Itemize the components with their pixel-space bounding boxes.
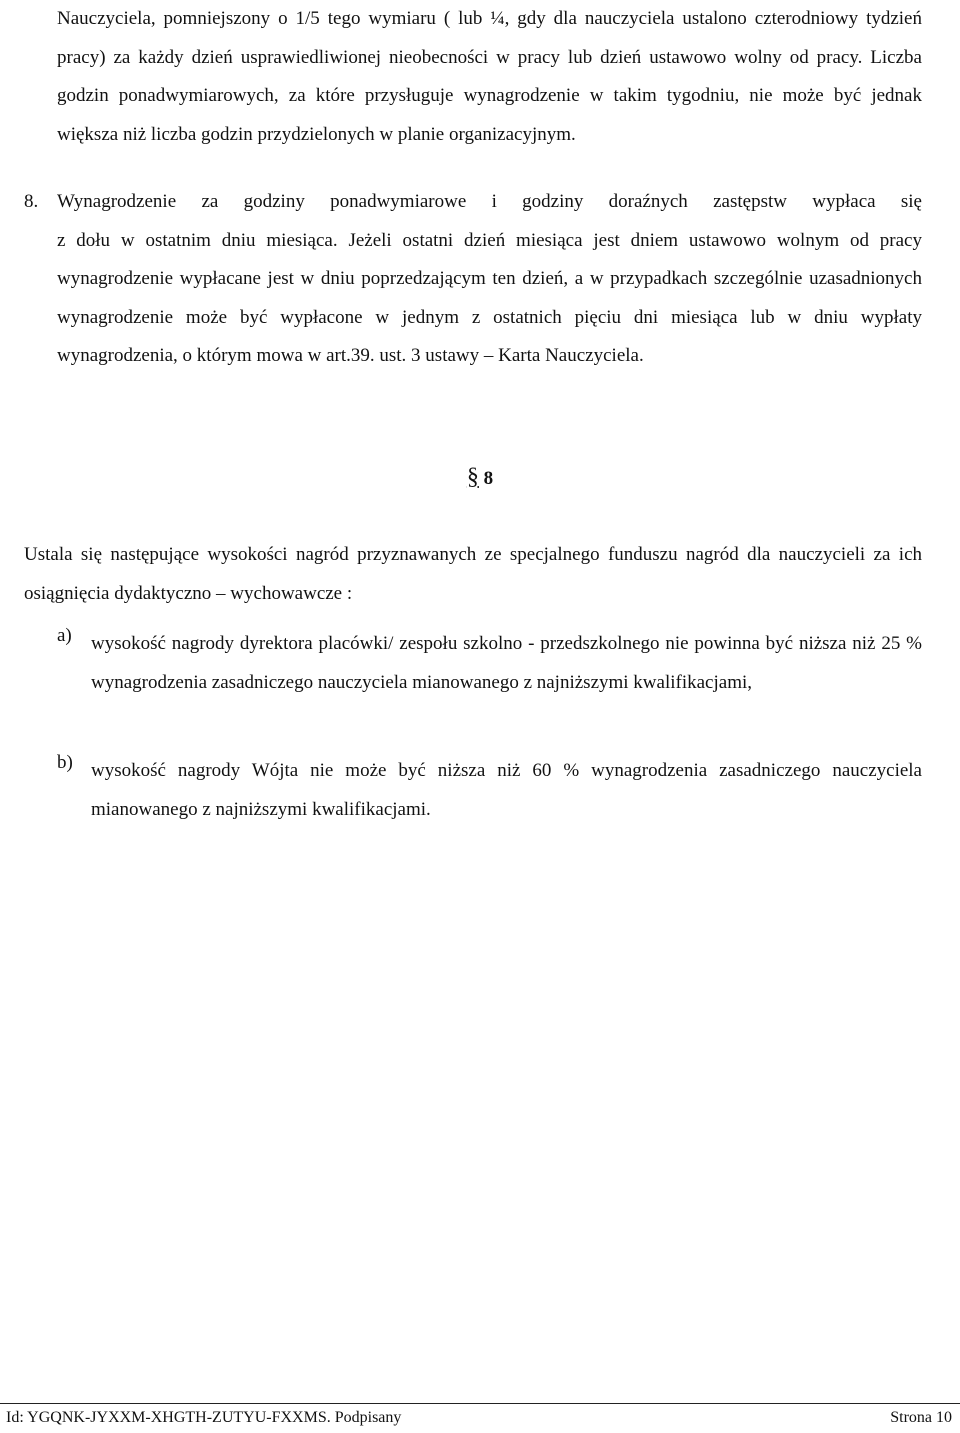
intro-paragraph: Ustala się następujące wysokości nagród przyznawanych ze specjalnego funduszu nagród dla nauczycieli za ich osiągnięcia dydaktyczno – wychowawcze :: [24, 544, 922, 604]
list-item-text: wysokość nagrody dyrektora placówki/ zespołu szkolno - przedszkolnego nie powinna być niższa niż 25 % wynagrodzenia zasadniczego nauczyciela mianowanego z najniższymi kwalifikacjami,: [91, 633, 922, 693]
footer-divider: [0, 1403, 960, 1404]
list-item-marker: b): [57, 752, 73, 773]
item-8-body: z dołu w ostatnim dniu miesiąca. Jeżeli ostatni dzień miesiąca jest dniem ustawowo wolnym od pracy wynagrodzenie wypłacane jest w dniu poprzedzającym ten dzień, a w przypadkach szczególnie uzasadnionych wynagrodzenie może być wypłacone w jednym z ostatnich pięciu dni miesiąca lub w dniu wypłaty wynagrodzenia, o którym mowa w art.39. ust. 3 ustawy – Karta Nauczyciela.: [57, 229, 922, 366]
section-symbol: §: [466, 464, 479, 490]
list-item-text: wysokość nagrody Wójta nie może być niższa niż 60 % wynagrodzenia zasadniczego nauczyciela mianowanego z najniższymi kwalifikacjami.: [91, 760, 922, 820]
footer-page-number: Strona 10: [890, 1409, 952, 1426]
section-heading: [0, 464, 960, 491]
item-8-first-line: [24, 183, 922, 222]
item-8-number: 8.: [24, 191, 39, 212]
continuation-paragraph: Nauczyciela, pomniejszony o 1/5 tego wymiaru ( lub ¼, gdy dla nauczyciela ustalono czterodniowy tydzień pracy) za każdy dzień usprawiedliwionej nieobecności w pracy lub dzień ustawowo wolny od pracy. Liczba godzin ponadwymiarowych, za które przysługuje wynagrodzenie w takim tygodniu, nie może być jednak większa niż liczba godzin przydzielonych w planie organizacyjnym.: [57, 8, 922, 145]
footer-document-id: Id: YGQNK-JYXXM-XHGTH-ZUTYU-FXXMS. Podpisany: [6, 1409, 402, 1426]
section-number: 8: [483, 468, 494, 489]
item-8-first-line-text: Wynagrodzenie za godziny ponadwymiarowe i godziny doraźnych zastępstw wypłaca się: [57, 191, 922, 212]
list-item-marker: a): [57, 625, 72, 646]
